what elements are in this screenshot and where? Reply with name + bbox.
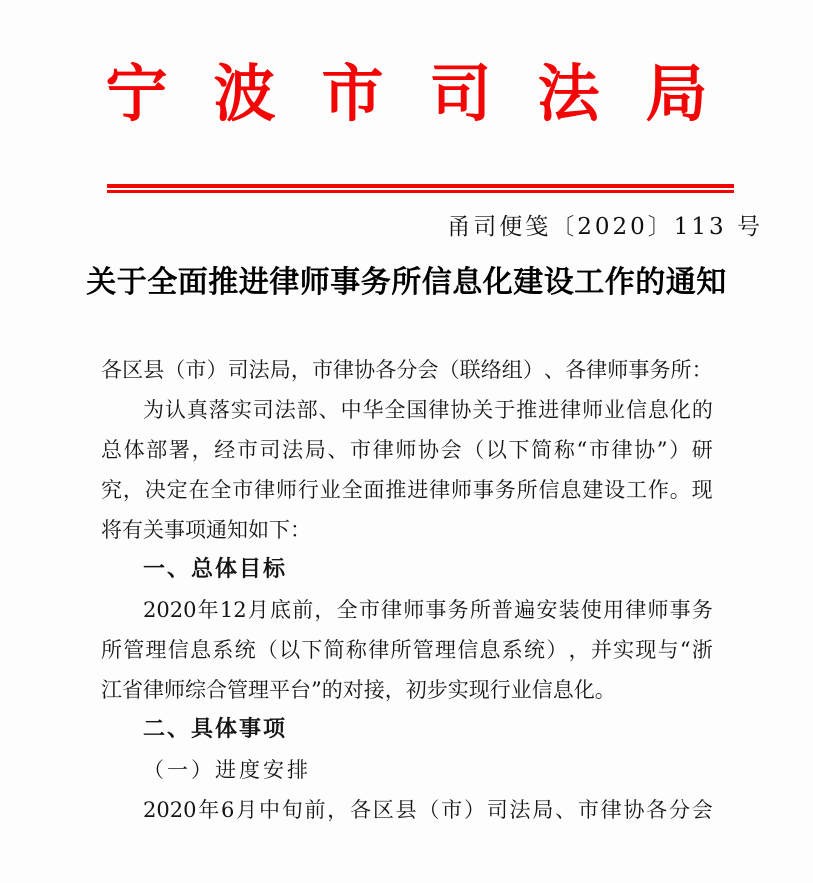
document-title: 关于全面推进律师事务所信息化建设工作的通知: [86, 265, 727, 300]
body-line: 2020 年 6 月 中 旬 前 ， 各 区 县 （ 市 ） 司 法 局 、 市 律 协 各 分 会: [143, 798, 713, 822]
body-line: （一）进度安排: [143, 758, 311, 782]
body-line: 各 区 县 （ 市 ） 司 法 局 ， 市 律 协 各 分 会 （ 联 络 组 ） 、 各 律 师 事 务 所 ：: [101, 358, 713, 382]
body-line: 为 认 真 落 实 司 法 部 、 中 华 全 国 律 协 关 于 推 进 律 师 业 信 息 化 的: [143, 398, 713, 422]
red-divider: [107, 184, 734, 193]
agency-letterhead: 宁波市司法局: [105, 57, 754, 130]
section-heading: 二、具体事项: [143, 717, 288, 742]
body-line: 所 管 理 信 息 系 统 （ 以 下 简 称 律 所 管 理 信 息 系 统 ） ， 并 实 现 与 “ 浙: [101, 638, 713, 662]
body-line: 究 ， 决 定 在 全 市 律 师 行 业 全 面 推 进 律 师 事 务 所 信 息 建 设 工 作 。 现: [101, 478, 713, 502]
document-body: [101, 350, 713, 830]
document-number: 甬司便笺〔2020〕113 号: [447, 214, 763, 240]
section-heading: 一、总体目标: [143, 557, 288, 582]
body-line: 总 体 部 署 ， 经 市 司 法 局 、 市 律 师 协 会 （ 以 下 简 称 “ 市 律 协 ” ） 研: [101, 438, 713, 462]
red-divider-bottom-rule: [107, 190, 734, 193]
body-line: 2020 年 12 月 底 前 ， 全 市 律 师 事 务 所 普 遍 安 装 使 用 律 师 事 务: [143, 598, 713, 622]
body-line: 江省律师综合管理平台”的对接，初步实现行业信息化。: [101, 678, 616, 702]
body-line: 将有关事项通知如下：: [101, 518, 311, 542]
